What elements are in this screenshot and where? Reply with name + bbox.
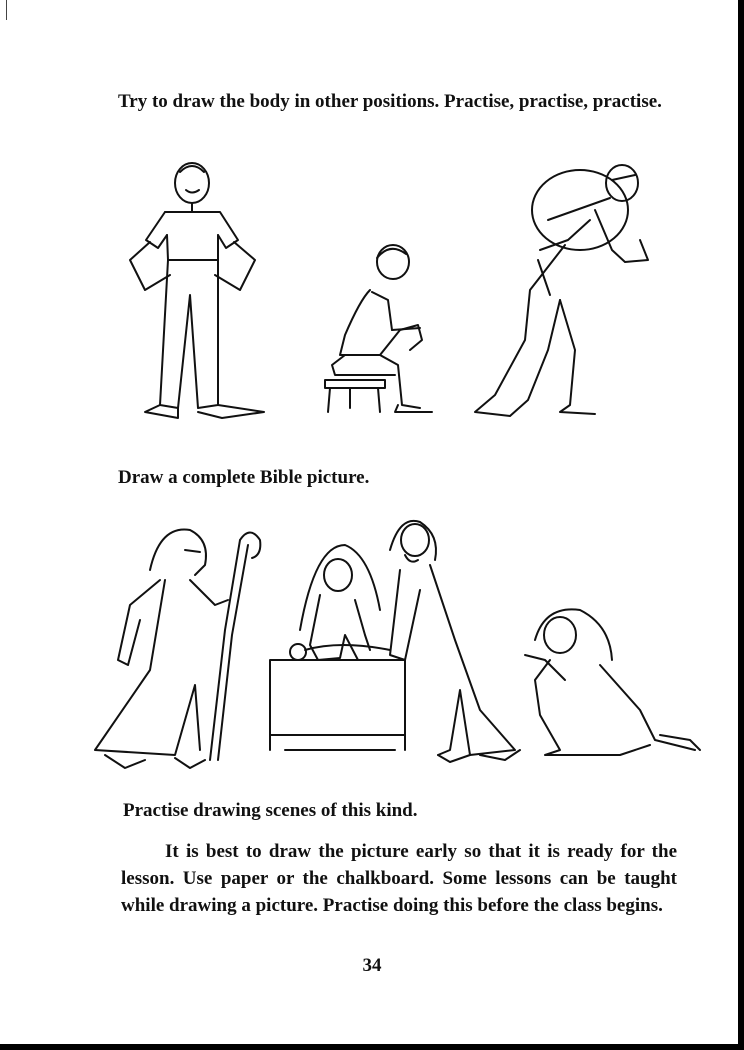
joseph-figure [390, 521, 520, 762]
caption-practise-scenes: Practise drawing scenes of this kind. [123, 800, 418, 821]
nativity-scene-illustration [0, 510, 744, 780]
scan-border-bottom [0, 1044, 744, 1050]
mary-figure [300, 545, 380, 660]
scan-edge-mark [6, 0, 7, 20]
intro-text: Try to draw the body in other positions. Practise, practise, practise. [118, 91, 662, 112]
kneeling-figure [525, 609, 700, 755]
page-number: 34 [362, 955, 382, 976]
body-paragraph: It is best to draw the picture early so that it is ready for the lesson. Use paper or the chalkboard. Some lessons can be taught while drawing a picture. Practise doing this before the class begins. [121, 841, 677, 916]
body-positions-illustration [0, 150, 744, 430]
carrying-figure [475, 165, 648, 416]
manger-figure [270, 644, 405, 750]
seated-figure [325, 245, 432, 412]
caption-bible-picture: Draw a complete Bible picture. [118, 467, 370, 488]
standing-figure [130, 163, 264, 418]
shepherd-figure [95, 530, 260, 769]
